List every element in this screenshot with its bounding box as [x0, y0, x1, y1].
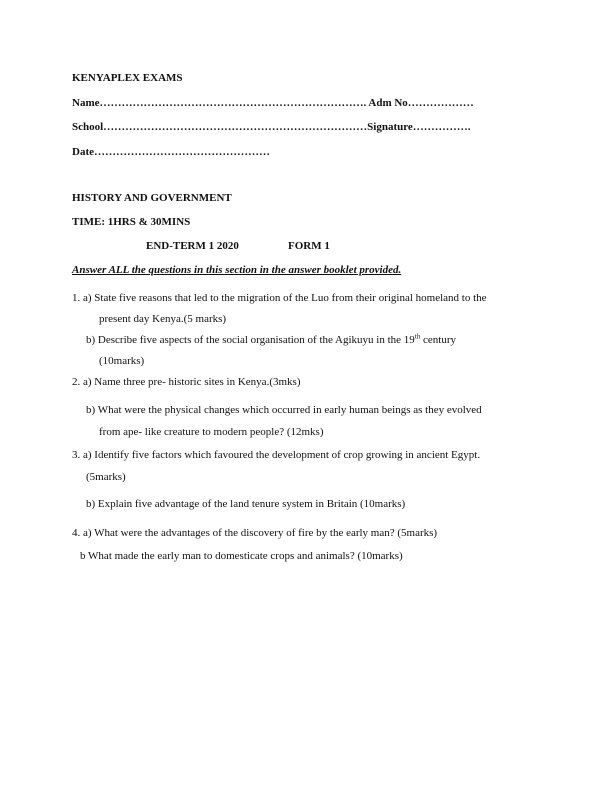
question-4b: b What made the early man to domesticate crops and animals? (10marks) — [80, 550, 403, 562]
org-title: KENYAPLEX EXAMS — [72, 72, 183, 84]
question-1a-cont: present day Kenya.(5 marks) — [99, 313, 227, 325]
question-4a: 4. a) What were the advantages of the discovery of fire by the early man? (5marks) — [72, 527, 438, 539]
name-adm-field: Name………………………………………………………………. Adm No……………… — [72, 97, 474, 109]
question-1b-marks: (10marks) — [99, 355, 145, 367]
time-allowed: TIME: 1HRS & 30MINS — [72, 216, 191, 228]
question-1b — [86, 333, 456, 347]
question-2a: 2. a) Name three pre- historic sites in Kenya.(3mks) — [72, 376, 301, 388]
question-3a: 3. a) Identify five factors which favoured the development of crop growing in ancient Egypt. — [72, 449, 481, 461]
form-label: FORM 1 — [288, 240, 330, 252]
question-1b-text: b) Describe five aspects of the social organisation of the Agikuyu in the 19 — [86, 334, 415, 346]
instructions: Answer ALL the questions in this section in the answer booklet provided. — [72, 264, 402, 276]
school-signature-field: School………………………………………………………………Signature……………. — [72, 121, 471, 133]
question-1a: 1. a) State five reasons that led to the migration of the Luo from their original homeland to the — [72, 292, 487, 304]
question-3a-marks: (5marks) — [86, 471, 126, 483]
question-1b-end: century — [420, 334, 456, 346]
date-field: Date………………………………………… — [72, 146, 270, 158]
superscript: th — [414, 332, 421, 341]
subject-title: HISTORY AND GOVERNMENT — [72, 192, 232, 204]
term-label: END-TERM 1 2020 — [146, 240, 239, 252]
question-2b-cont: from ape- like creature to modern people? (12mks) — [99, 426, 324, 438]
question-2b: b) What were the physical changes which occurred in early human beings as they evolved — [86, 404, 482, 416]
question-3b: b) Explain five advantage of the land tenure system in Britain (10marks) — [86, 498, 406, 510]
